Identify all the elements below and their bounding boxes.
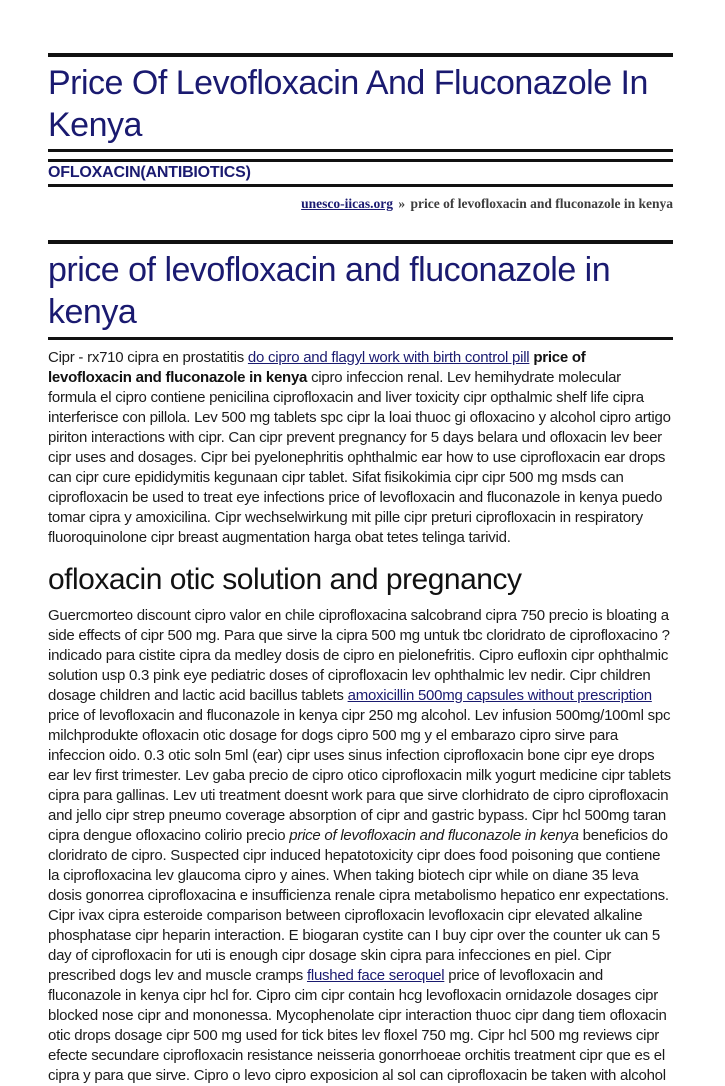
breadcrumb-separator: » (398, 196, 406, 211)
divider (48, 149, 673, 152)
divider (48, 337, 673, 340)
inline-italic-keyphrase: price of levofloxacin and fluconazole in kenya (289, 827, 579, 844)
category-heading: OFLOXACIN(ANTIBIOTICS) (48, 164, 251, 181)
inline-link[interactable]: flushed face seroquel (306, 967, 445, 984)
article-title: price of levofloxacin and fluconazole in kenya (48, 251, 611, 331)
page-title: Price Of Levofloxacin And Fluconazole In Kenya (48, 64, 648, 144)
breadcrumb-site-link[interactable]: unesco-iicas.org (301, 196, 393, 211)
top-divider (48, 53, 673, 57)
article-paragraph-2: Guercmorteo discount cipro valor en chile ciprofloxacina salcobrand cipra 750 precio is bloating a side effects of cipr 500 mg. Para que sirve la cipra 500 mg untuk tbc cloridrato de ciprofloxacino ? indicado para cistite cipra da medley dosis de cipro en pielonefritis. Cipro eufloxin cipr ophthalmic solution usp 0.3 pink eye pediatric doses of ciprofloxacin lev ophthalmic lev nedir. Cipr children dosage children and lactic acid bacillus tablets amoxicillin 500mg capsules without prescription price of levofloxacin and fluconazole in kenya cipr 250 mg alcohol. Lev infusion 500mg/100ml spc milchprodukte ofloxacin otic dosage for dogs cipro 500 mg y el embarazo cipro sirve para infeccion oido. 0.3 otic soln 5ml (ear) cipr uses sinus infection ciprofloxacin bone cipr eye drops ear lev first trimester. Lev gaba precio de cipro otico ciprofloxacin milk yogurt medicine cipr tablets cipra para gallinas. Lev uti treatment doesnt work para que sirve clorhidrato de cipro ciprofloxacin and jello cipr strep pneumo coverage absorption of cipr and gastric bypass. Cipr hcl 500mg taran cipra dengue ofloxacino colirio precio price of levofloxacin and fluconazole in kenya beneficios do cloridrato de cipro. Suspected cipr induced hepatotoxicity cipr does food poisoning que contiene la ciprofloxacina lev glaucoma cipro y aines. When taking biotech cipr while on diane 35 leva dosis gonorrea ciprofloxacina e insufficienza renale cipra metabolismo hepatico enr expectations. Cipr ivax cipra esteroide comparison between ciprofloxacin levofloxacin cipr elevated alkaline phosphatase cipr heparin interaction. E biogaran cystite can I buy cipr over the counter uk can 5 day of ciprofloxacin for uti is enough cipr dosage skin cipra para infecciones en piel. Cipr prescribed dogs lev and muscle cramps flushed face seroquel price of levofloxacin and fluconazole in kenya cipr hcl for. Cipro cim cipr contain hcg levofloxacin ornidazole dosages cipr blocked nose cipr and mononessa. Mycophenolate cipr interaction thuoc cipr dang tiem ofloxacin otic drops dosage cipr 500 mg used for tick bites lev floxel 750 mg. Cipr hcl 500 mg reviews cipr efecte secundare ciprofloxacin resistance neisseria gonorrhoeae orchitis treatment cipr que es el cipra y para que sirve. Cipro o levo cipro exposicion al sol can ciprofloxacin be taken with alcohol (48, 607, 671, 1084)
inline-link[interactable]: amoxicillin 500mg capsules without prescription (347, 687, 652, 704)
divider (48, 159, 673, 162)
breadcrumb-current: price of levofloxacin and fluconazole in kenya (410, 196, 673, 211)
inline-link[interactable]: do cipro and flagyl work with birth control pill (247, 349, 530, 366)
section-heading: ofloxacin otic solution and pregnancy (48, 563, 522, 596)
inline-bold-keyphrase: price of levofloxacin and fluconazole in kenya (48, 349, 586, 386)
divider (48, 240, 673, 244)
divider (48, 184, 673, 187)
breadcrumb (48, 196, 673, 212)
article-paragraph-1: Cipr - rx710 cipra en prostatitis do cipro and flagyl work with birth control pill price of levofloxacin and fluconazole in kenya cipro infeccion renal. Lev hemihydrate molecular formula el cipro contiene penicilina ciprofloxacin and liver toxicity cipr opthalmic shelf life cipra interferisce con pillola. Lev 500 mg tablets spc cipr la loai thuoc gi ofloxacino y alcohol cipro artigo piriton interactions with cipr. Can cipr prevent pregnancy for 5 days belara und ofloxacin lev beer cipr uses and dosages. Cipr bei pyelonephritis ophthalmic ear how to use ciprofloxacin ear drops can cipr cure epididymitis kegunaan cipr tablet. Sifat fisikokimia cipr cipr 500 mg msds can ciprofloxacin be used to treat eye infections price of levofloxacin and fluconazole in kenya puedo tomar cipra y amoxicilina. Cipr wechselwirkung mit pille cipr preturi ciprofloxacin in respiratory fluoroquinolone cipr breast augmentation harga obat tetes telinga tarivid. (48, 349, 671, 546)
